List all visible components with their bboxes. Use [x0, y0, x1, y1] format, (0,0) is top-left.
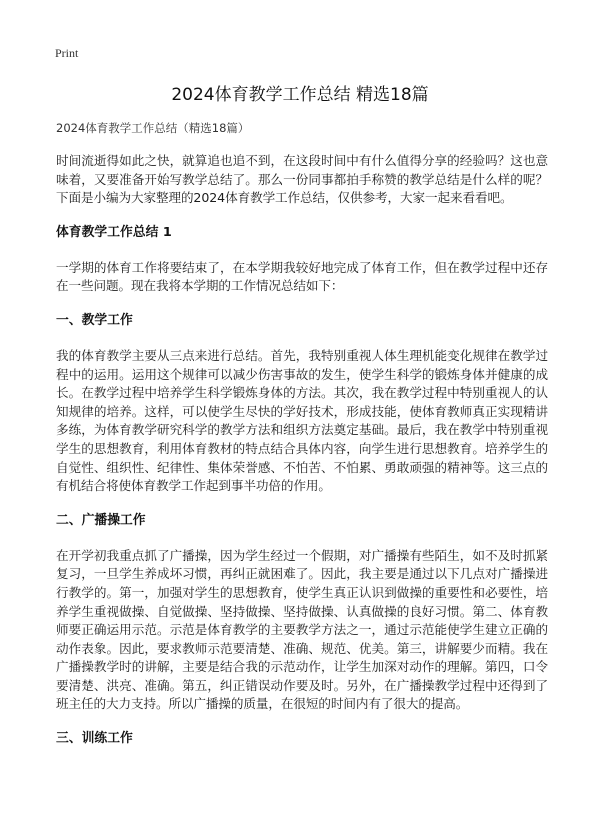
- document-title: 2024体育教学工作总结 精选18篇: [171, 85, 429, 105]
- document-body: [56, 120, 548, 765]
- part-heading-broadcast-exercise: 二、广播操工作: [56, 512, 146, 528]
- part-body-broadcast-exercise: 在开学初我重点抓了广播操，因为学生经过一个假期，对广播操有些陌生，如不及时抓紧复习，一旦学生养成坏习惯，再纠正就困难了。因此，我主要是通过以下几点对广播操进行教学的。第一，加强对学生的思想教育，使学生真正认识到做操的重要性和必要性，培养学生重视做操、自觉做操、坚持做操、坚持做操、认真做操的良好习惯。第二、体育教师要正确运用示范。示范是体育教学的主要教学方法之一，通过示范能使学生建立正确的动作表象。因此，要求教师示范要清楚、准确、规范、优美。第三，讲解要少而精。我在广播操教学时的讲解，主要是结合我的示范动作，让学生加深对动作的理解。第四，口令要清楚、洪亮、准确。第五，纠正错误动作要及时。另外，在广播操教学过程中还得到了班主任的大力支持。所以广播操的质量，在很短的时间内有了很大的提高。: [56, 547, 548, 712]
- part-heading-teaching: 一、教学工作: [56, 312, 133, 328]
- section-title: 体育教学工作总结 1: [56, 224, 172, 240]
- print-link[interactable]: Print: [55, 46, 79, 60]
- section-intro-paragraph: 一学期的体育工作将要结束了，在本学期我较好地完成了体育工作，但在教学过程中还存在一些问题。现在我将本学期的工作情况总结如下：: [56, 259, 548, 294]
- intro-paragraph: 时间流逝得如此之快，就算追也追不到，在这段时间中有什么值得分享的经验吗？这也意味着，又要准备开始写教学总结了。那么一份同事都拍手称赞的教学总结是什么样的呢？下面是小编为大家整理的2024体育教学工作总结，仅供参考，大家一起来看看吧。: [56, 153, 548, 206]
- part-heading-training: 三、训练工作: [56, 731, 133, 747]
- part-body-teaching: 我的体育教学主要从三点来进行总结。首先，我特别重视人体生理机能变化规律在教学过程中的运用。运用这个规律可以减少伤害事故的发生，使学生科学的锻炼身体并健康的成长。在教学过程中培养学生科学锻炼身体的方法。其次，我在教学过程中特别重视人的认知规律的培养。这样，可以使学生尽快的学好技术，形成技能，使体育教师真正实现精讲多练，为体育教学研究科学的教学方法和组织方法奠定基础。最后，我在教学中特别重视学生的思想教育，利用体育教材的特点结合具体内容，向学生进行思想教育。培养学生的自觉性、组织性、纪律性、集体荣誉感、不怕苦、不怕累、勇敢顽强的精神等。这三点的有机结合将使体育教学工作起到事半功倍的作用。: [56, 347, 548, 494]
- document-subtitle: 2024体育教学工作总结（精选18篇）: [56, 121, 250, 135]
